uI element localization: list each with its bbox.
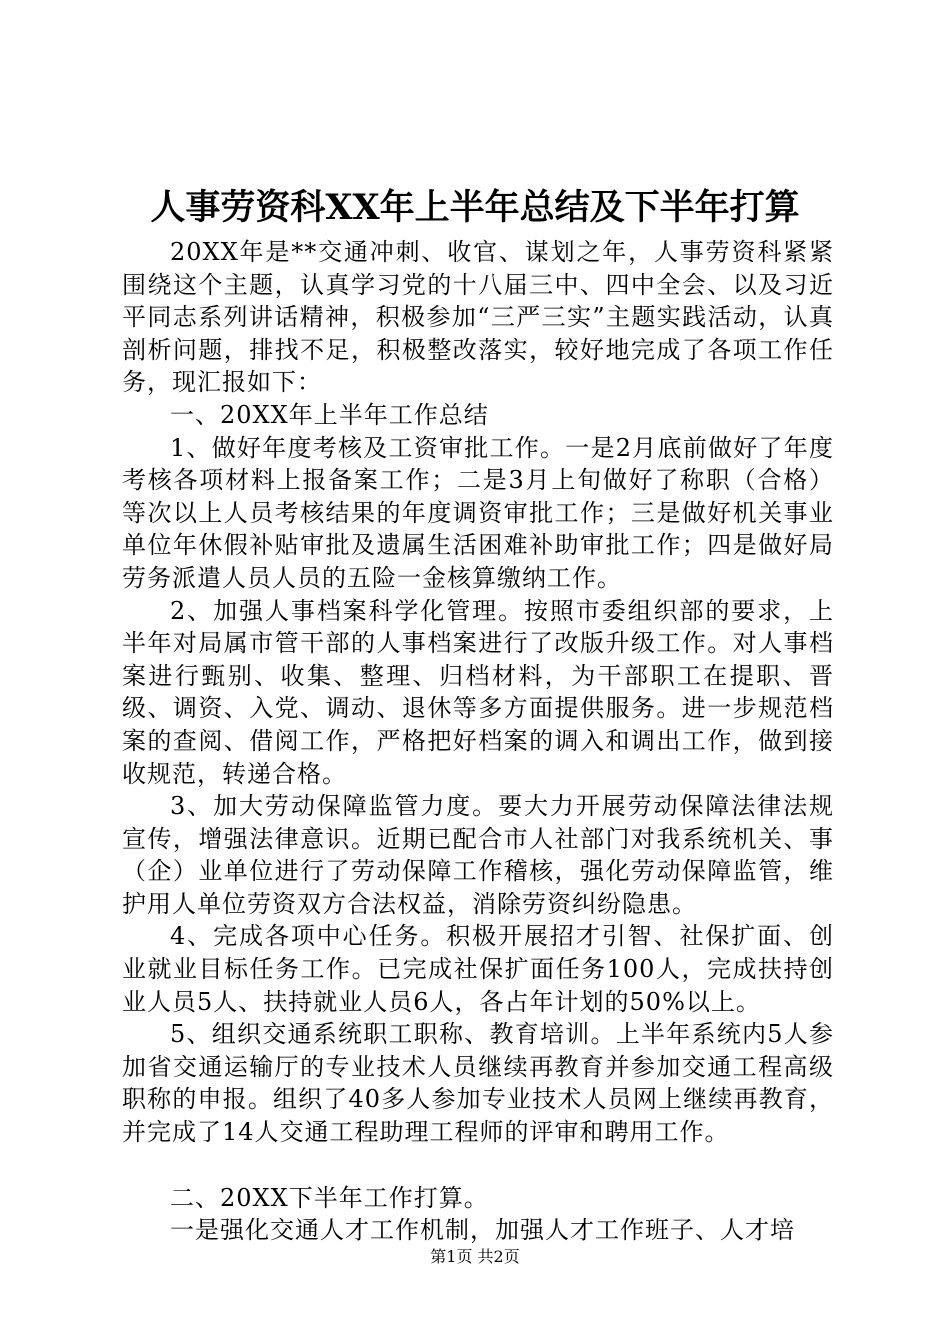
page-footer: 第1页 共2页 xyxy=(430,1247,520,1266)
section-heading-second-half: 二、20XX下半年工作打算。 xyxy=(170,1183,489,1212)
document-body xyxy=(122,236,834,1247)
section-heading-first-half: 一、20XX年上半年工作总结 xyxy=(170,400,489,429)
paragraph-item-4: 4、完成各项中心任务。积极开展招才引智、社保扩面、创业就业目标任务工作。已完成社保扩面任务100人，完成扶持创业人员5人、扶持就业人员6人，各占年计划的50%以上。 xyxy=(122,922,834,1016)
intro-paragraph: 20XX年是**交通冲刺、收官、谋划之年，人事劳资科紧紧围绕这个主题，认真学习党的十八届三中、四中全会、以及习近平同志系列讲话精神，积极参加“三严三实”主题实践活动，认真剖析问题，排找不足，积极整改落实，较好地完成了各项工作任务，现汇报如下： xyxy=(122,238,834,397)
paragraph-item-2: 2、加强人事档案科学化管理。按照市委组织部的要求，上半年对局属市管干部的人事档案进行了改版升级工作。对人事档案进行甄别、收集、整理、归档材料，为干部职工在提职、晋级、调资、入党、调动、退休等多方面提供服务。进一步规范档案的查阅、借阅工作，严格把好档案的调入和调出工作，做到接收规范，转递合格。 xyxy=(122,596,834,788)
document-title: 人事劳资科XX年上半年总结及下半年打算 xyxy=(150,187,800,228)
paragraph-item-1: 1、做好年度考核及工资审批工作。一是2月底前做好了年度考核各项材料上报备案工作；二是3月上旬做好了称职（合格）等次以上人员考核结果的年度调资审批工作；三是做好机关事业单位年休假补贴审批及遗属生活困难补助审批工作；四是做好局劳务派遣人员人员的五险一金核算缴纳工作。 xyxy=(122,433,834,592)
paragraph-plan-1: 一是强化交通人才工作机制，加强人才工作班子、人才培 xyxy=(170,1216,795,1245)
paragraph-item-3: 3、加大劳动保障监管力度。要大力开展劳动保障法律法规宣传，增强法律意识。近期已配合市人社部门对我系统机关、事（企）业单位进行了劳动保障工作稽核，强化劳动保障监管，维护用人单位劳资双方合法权益，消除劳资纠纷隐患。 xyxy=(122,792,834,918)
paragraph-item-5: 5、组织交通系统职工职称、教育培训。上半年系统内5人参加省交通运输厅的专业技术人员继续再教育并参加交通工程高级职称的申报。组织了40多人参加专业技术人员网上继续再教育，并完成了14人交通工程助理工程师的评审和聘用工作。 xyxy=(122,1020,834,1147)
paragraph-spacer xyxy=(122,1149,834,1182)
